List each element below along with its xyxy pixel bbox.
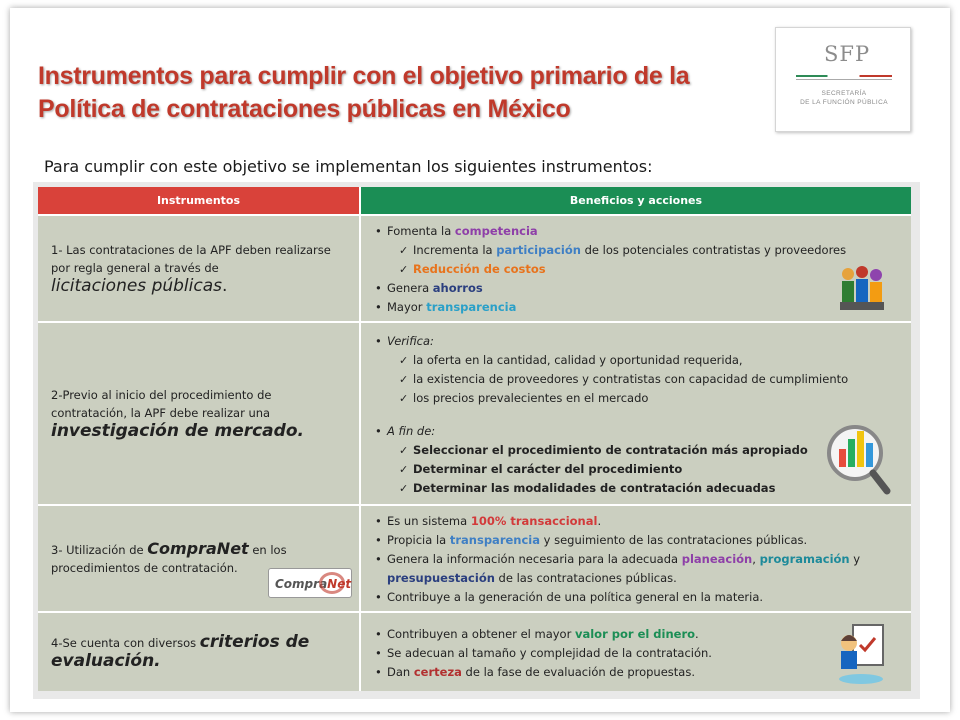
list-item: • Propicia la transparencia y seguimiento de las contrataciones públicas.	[375, 531, 903, 550]
title-line-2: Política de contrataciones públicas en México	[38, 95, 571, 123]
instruments-table	[38, 187, 911, 691]
list-item: ✓ Reducción de costos	[399, 260, 903, 279]
instrument-suffix: .	[154, 651, 161, 671]
table-row	[38, 504, 911, 611]
instrument-suffix: .	[297, 421, 304, 441]
list-item: ✓ Determinar las modalidades de contratación adecuadas	[399, 479, 903, 498]
compranet-swirl-icon	[319, 572, 345, 594]
list-item: • Verifica: ✓ la oferta en la cantidad, calidad y oportunidad requerida, ✓ la existencia de proveedores y contratistas con capacidad de cumplimiento ✓ los precios prevalecientes en el mercado	[375, 332, 903, 408]
list-item: • Genera la información necesaria para la adecuada planeación, programación y presupuestación de las contrataciones públicas.	[375, 550, 903, 588]
list-item: ✓ la existencia de proveedores y contratistas con capacidad de cumplimiento	[399, 370, 903, 389]
list-item: ✓ la oferta en la cantidad, calidad y oportunidad requerida,	[399, 351, 903, 370]
instrument-cell-4	[38, 611, 359, 691]
intro-text: Para cumplir con este objetivo se implementan los siguientes instrumentos:	[44, 157, 653, 176]
instrument-text: 1- Las contrataciones de la APF deben realizarse por regla general a través de	[51, 243, 331, 275]
list-item: ✓ Seleccionar el procedimiento de contratación más apropiado	[399, 441, 903, 460]
list-item: • Se adecuan al tamaño y complejidad de la contratación.	[375, 644, 903, 663]
logo-divider	[796, 79, 892, 80]
instrument-cell-2	[38, 321, 359, 504]
list-item: • Contribuyen a obtener el mayor valor por el dinero.	[375, 625, 903, 644]
logo-flag-bar	[796, 75, 892, 77]
sfp-logo	[775, 27, 911, 132]
list-item: • Fomenta la competencia ✓ Incrementa la participación de los potenciales contratistas y proveedores ✓ Reducción de costos	[375, 222, 903, 279]
slide-title	[38, 60, 738, 126]
instrument-suffix: en los procedimientos de contratación.	[51, 543, 287, 575]
instrument-suffix: .	[222, 276, 228, 296]
market-research-magnifier-icon	[825, 423, 891, 495]
benefits-cell-4	[359, 611, 911, 691]
instrument-cell-1	[38, 214, 359, 321]
logo-subtitle-2: DE LA FUNCIÓN PÚBLICA	[800, 99, 888, 106]
header-instrumentos: Instrumentos	[38, 187, 359, 214]
list-item: ✓ los precios prevalecientes en el mercado	[399, 389, 903, 408]
instrument-highlight: investigación de mercado	[51, 421, 298, 441]
evaluator-checklist-icon	[835, 621, 887, 687]
list-item: ✓ Incrementa la participación de los potenciales contratistas y proveedores	[399, 241, 903, 260]
instrument-text: 2-Previo al inicio del procedimiento de contratación, la APF debe realizar una	[51, 388, 272, 420]
list-item: ✓ Determinar el carácter del procedimiento	[399, 460, 903, 479]
table-row	[38, 611, 911, 691]
instrument-text: 3- Utilización de	[51, 543, 148, 557]
table-row	[38, 321, 911, 504]
instrument-cell-3	[38, 504, 359, 611]
header-beneficios: Beneficios y acciones	[359, 187, 911, 214]
compranet-logo: CompraNet	[268, 568, 352, 598]
benefits-cell-2	[359, 321, 911, 504]
logo-subtitle-1: SECRETARÍA	[821, 90, 867, 97]
instrument-highlight: CompraNet	[147, 539, 249, 558]
list-item: • Dan certeza de la fase de evaluación de propuestas.	[375, 663, 903, 682]
instrument-text: 4-Se cuenta con diversos	[51, 636, 200, 650]
benefits-cell-1	[359, 214, 911, 321]
list-item: • A fin de: ✓ Seleccionar el procedimiento de contratación más apropiado ✓ Determinar el carácter del procedimiento ✓ Determinar las modalidades de contratación adecuadas	[375, 422, 903, 498]
logo-acronym: SFP	[824, 42, 871, 66]
instrument-highlight: licitaciones públicas	[51, 276, 222, 296]
table-row	[38, 214, 911, 321]
list-item: • Mayor transparencia	[375, 298, 903, 317]
list-item: • Es un sistema 100% transaccional.	[375, 512, 903, 531]
list-item: • Genera ahorros	[375, 279, 903, 298]
title-line-1: Instrumentos para cumplir con el objetivo primario de la	[38, 62, 690, 90]
benefits-cell-3	[359, 504, 911, 611]
instrument-highlight: criterios de evaluación	[51, 632, 310, 671]
list-item: • Contribuye a la generación de una política general en la materia.	[375, 588, 903, 607]
people-puzzle-icon	[836, 264, 886, 316]
